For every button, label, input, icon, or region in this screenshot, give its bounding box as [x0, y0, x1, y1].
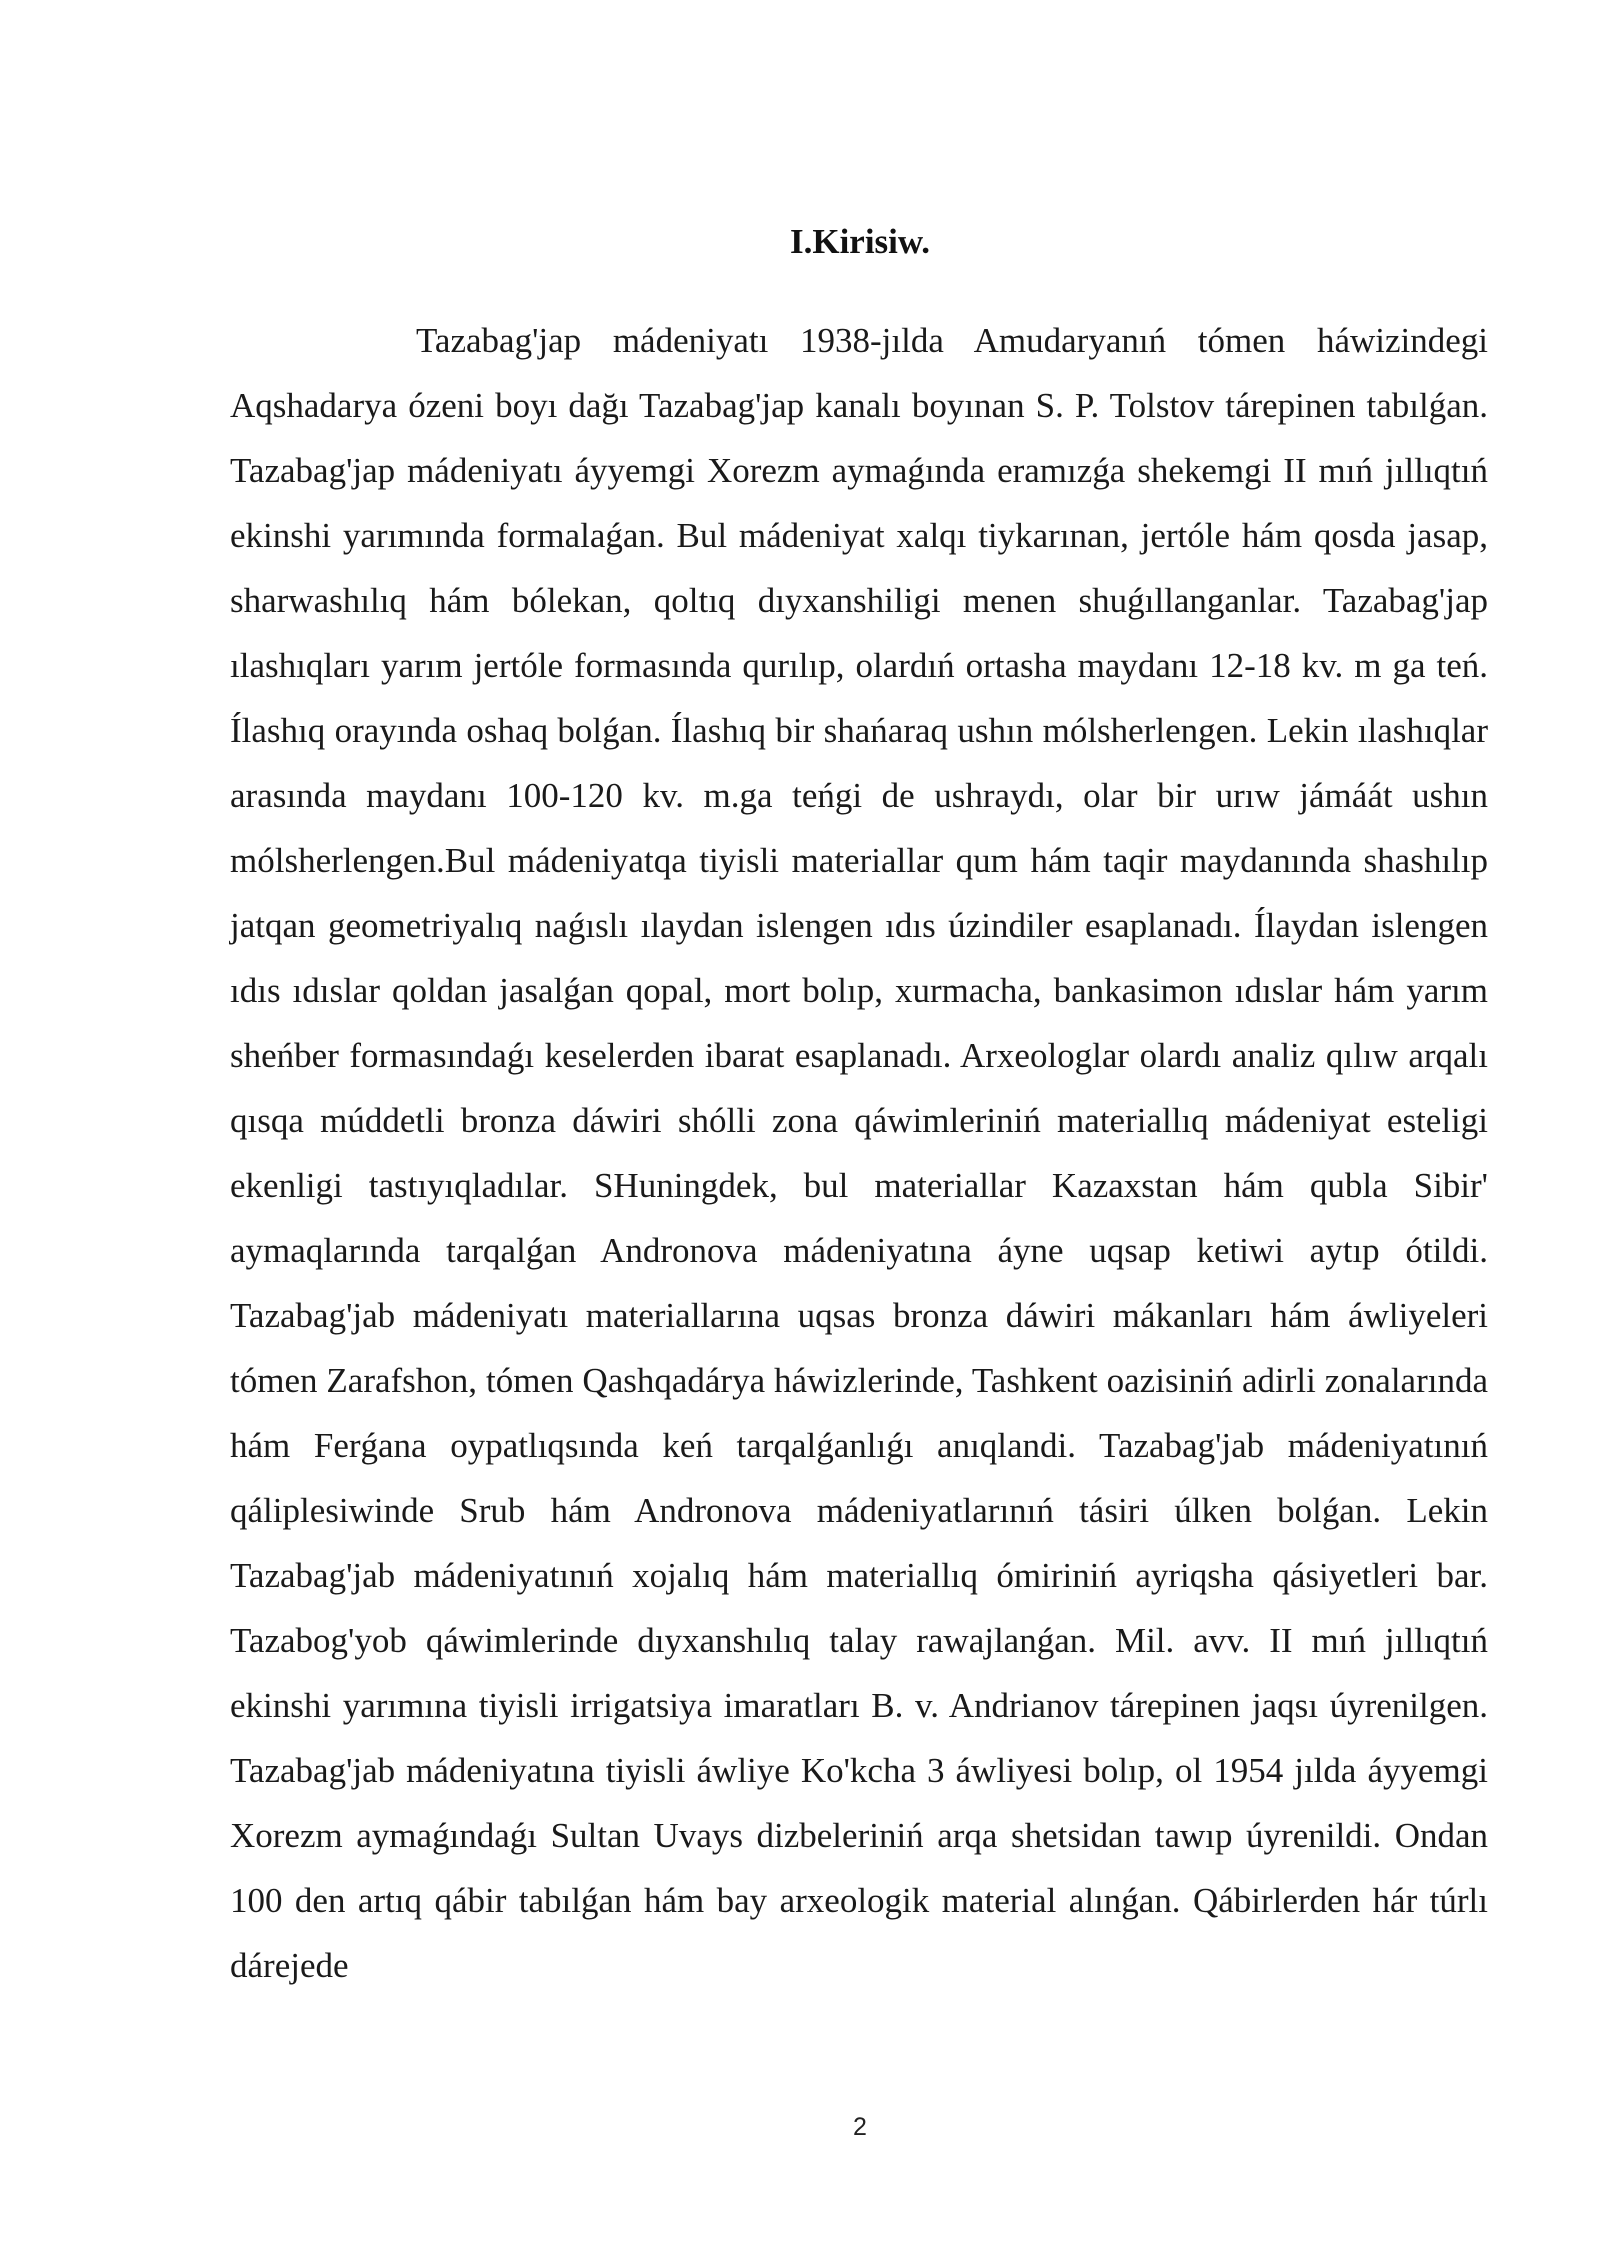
body-paragraph: Tazabag'jap mádeniyatı 1938-jılda Amudaryanıń tómen háwizindegi Aqshadarya ózeni boyı dağı Tazabag'jap kanalı boyınan S. P. Tolstov tárepinen tabılǵan. Tazabag'jap mádeniyatı áyyemgi Xorezm aymaǵında eramızǵa shekemgi II mıń jıllıqtıń ekinshi yarımında formalaǵan. Bul mádeniyat xalqı tiykarınan, jertóle hám qosda jasap, sharwashılıq hám bólekan, qoltıq dıyxanshiligi menen shuǵıllanganlar. Tazabag'jap ılashıqları yarım jertóle formasında qurılıp, olardıń ortasha maydanı 12-18 kv. m ga teń. Ílashıq orayında oshaq bolǵan. Ílashıq bir shańaraq ushın mólsherlengen. Lekin ılashıqlar arasında maydanı 100-120 kv. m.ga teńgi de ushraydı, olar bir urıw jámáát ushın mólsherlengen.Bul mádeniyatqa tiyisli materiallar qum hám taqir maydanında shashılıp jatqan geometriyalıq naǵıslı ılaydan islengen ıdıs úzindiler esaplanadı. Ílaydan islengen ıdıs ıdıslar qoldan jasalǵan qopal, mort bolıp, xurmacha, bankasimon ıdıslar hám yarım sheńber formasındaǵı keselerden ibarat esaplanadı. Arxeologlar olardı analiz qılıw arqalı qısqa múddetli bronza dáwiri shólli zona qáwimleriniń materiallıq mádeniyat esteligi ekenligi tastıyıqladılar. SHuningdek, bul materiallar Kazaxstan hám qubla Sibir' aymaqlarında tarqalǵan Andronova mádeniyatına áyne uqsap ketiwi aytıp ótildi. Tazabag'jab mádeniyatı materiallarına uqsas bronza dáwiri mákanları hám áwliyeleri tómen Zarafshon, tómen Qashqadárya háwizlerinde, Tashkent oazisiniń adirli zonalarında hám Ferǵana oypatlıqsında keń tarqalǵanlıǵı anıqlandi. Tazabag'jab mádeniyatınıń qáliplesiwinde Srub hám Andronova mádeniyatlarınıń tásiri úlken bolǵan. Lekin Tazabag'jab mádeniyatınıń xojalıq hám materiallıq ómiriniń ayriqsha qásiyetleri bar. Tazabog'yob qáwimlerinde dıyxanshılıq talay rawajlanǵan. Mil. avv. II mıń jıllıqtıń ekinshi yarımına tiyisli irrigatsiya imaratları B. v. Andrianov tárepinen jaqsı úyrenilgen. Tazabag'jab mádeniyatına tiyisli áwliye Ko'kcha 3 áwliyesi bolıp, ol 1954 jılda áyyemgi Xorezm aymaǵındaǵı Sultan Uvays dizbeleriniń arqa shetsidan tawıp úyrenildi. Ondan 100 den artıq qábir tabılǵan hám bay arxeologik material alınǵan. Qábirlerden hár túrlı dárejede: [230, 321, 1488, 1985]
page-number: 2: [853, 2113, 867, 2141]
section-heading: I.Kirisiw.: [789, 222, 931, 261]
